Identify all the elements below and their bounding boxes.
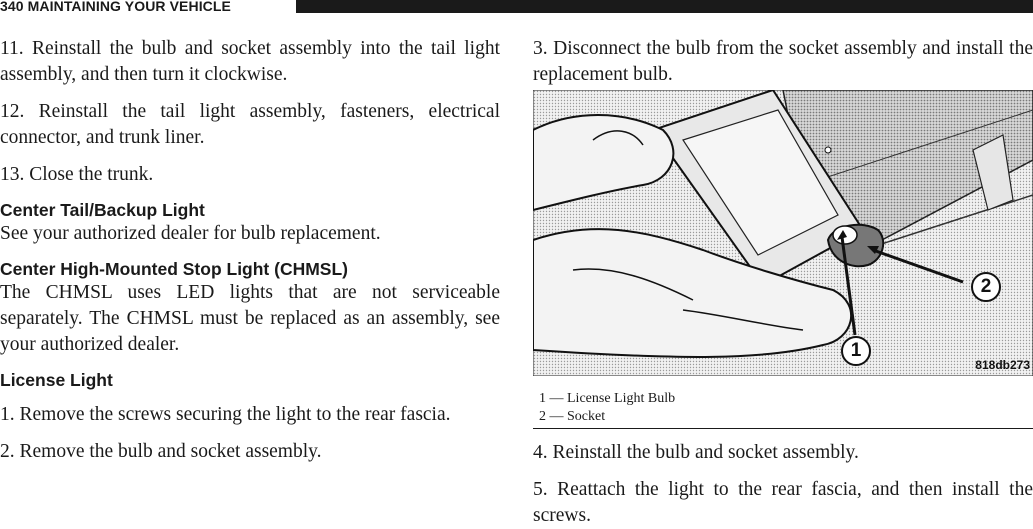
step-5: 5. Reattach the light to the rear fascia, and then install the screws. [533, 479, 1033, 526]
center-tail-heading: Center Tail/Backup Light [0, 200, 205, 220]
license-light-heading: License Light [0, 370, 113, 390]
step-12: 12. Reinstall the tail light assembly, fasteners, electrical connector, and trunk liner. [0, 101, 500, 148]
right-column-top [533, 36, 1033, 88]
license-light-illustration [533, 90, 1033, 376]
callout-2: 2 [971, 272, 1001, 302]
left-column [0, 36, 500, 465]
callout-1: 1 [841, 336, 871, 366]
chmsl-text: The CHMSL uses LED lights that are not serviceable separately. The CHMSL must be replaced as an assembly, see your authorized dealer. [0, 282, 500, 355]
figure-code: 818db273 [975, 358, 1030, 372]
center-tail-text: See your authorized dealer for bulb replacement. [0, 223, 381, 244]
header-bar [296, 0, 1033, 13]
step-1: 1. Remove the screws securing the light to the rear fascia. [0, 404, 451, 425]
step-2: 2. Remove the bulb and socket assembly. [0, 441, 322, 462]
legend-item-2: 2 — Socket [539, 409, 606, 424]
step-13: 13. Close the trunk. [0, 164, 154, 185]
figure-legend [539, 390, 1033, 426]
page-header [0, 0, 1033, 14]
page-header-text: 340 MAINTAINING YOUR VEHICLE [0, 0, 239, 14]
right-column-bottom [533, 440, 1033, 529]
chmsl-heading: Center High-Mounted Stop Light (CHMSL) [0, 259, 348, 279]
step-4: 4. Reinstall the bulb and socket assembly. [533, 442, 859, 463]
illustration-drawing [533, 90, 1033, 376]
legend-item-1: 1 — License Light Bulb [539, 391, 676, 406]
legend-divider [533, 428, 1033, 429]
step-3: 3. Disconnect the bulb from the socket assembly and install the replacement bulb. [533, 38, 1033, 85]
step-11: 11. Reinstall the bulb and socket assembly into the tail light assembly, and then turn it clockwise. [0, 38, 500, 85]
